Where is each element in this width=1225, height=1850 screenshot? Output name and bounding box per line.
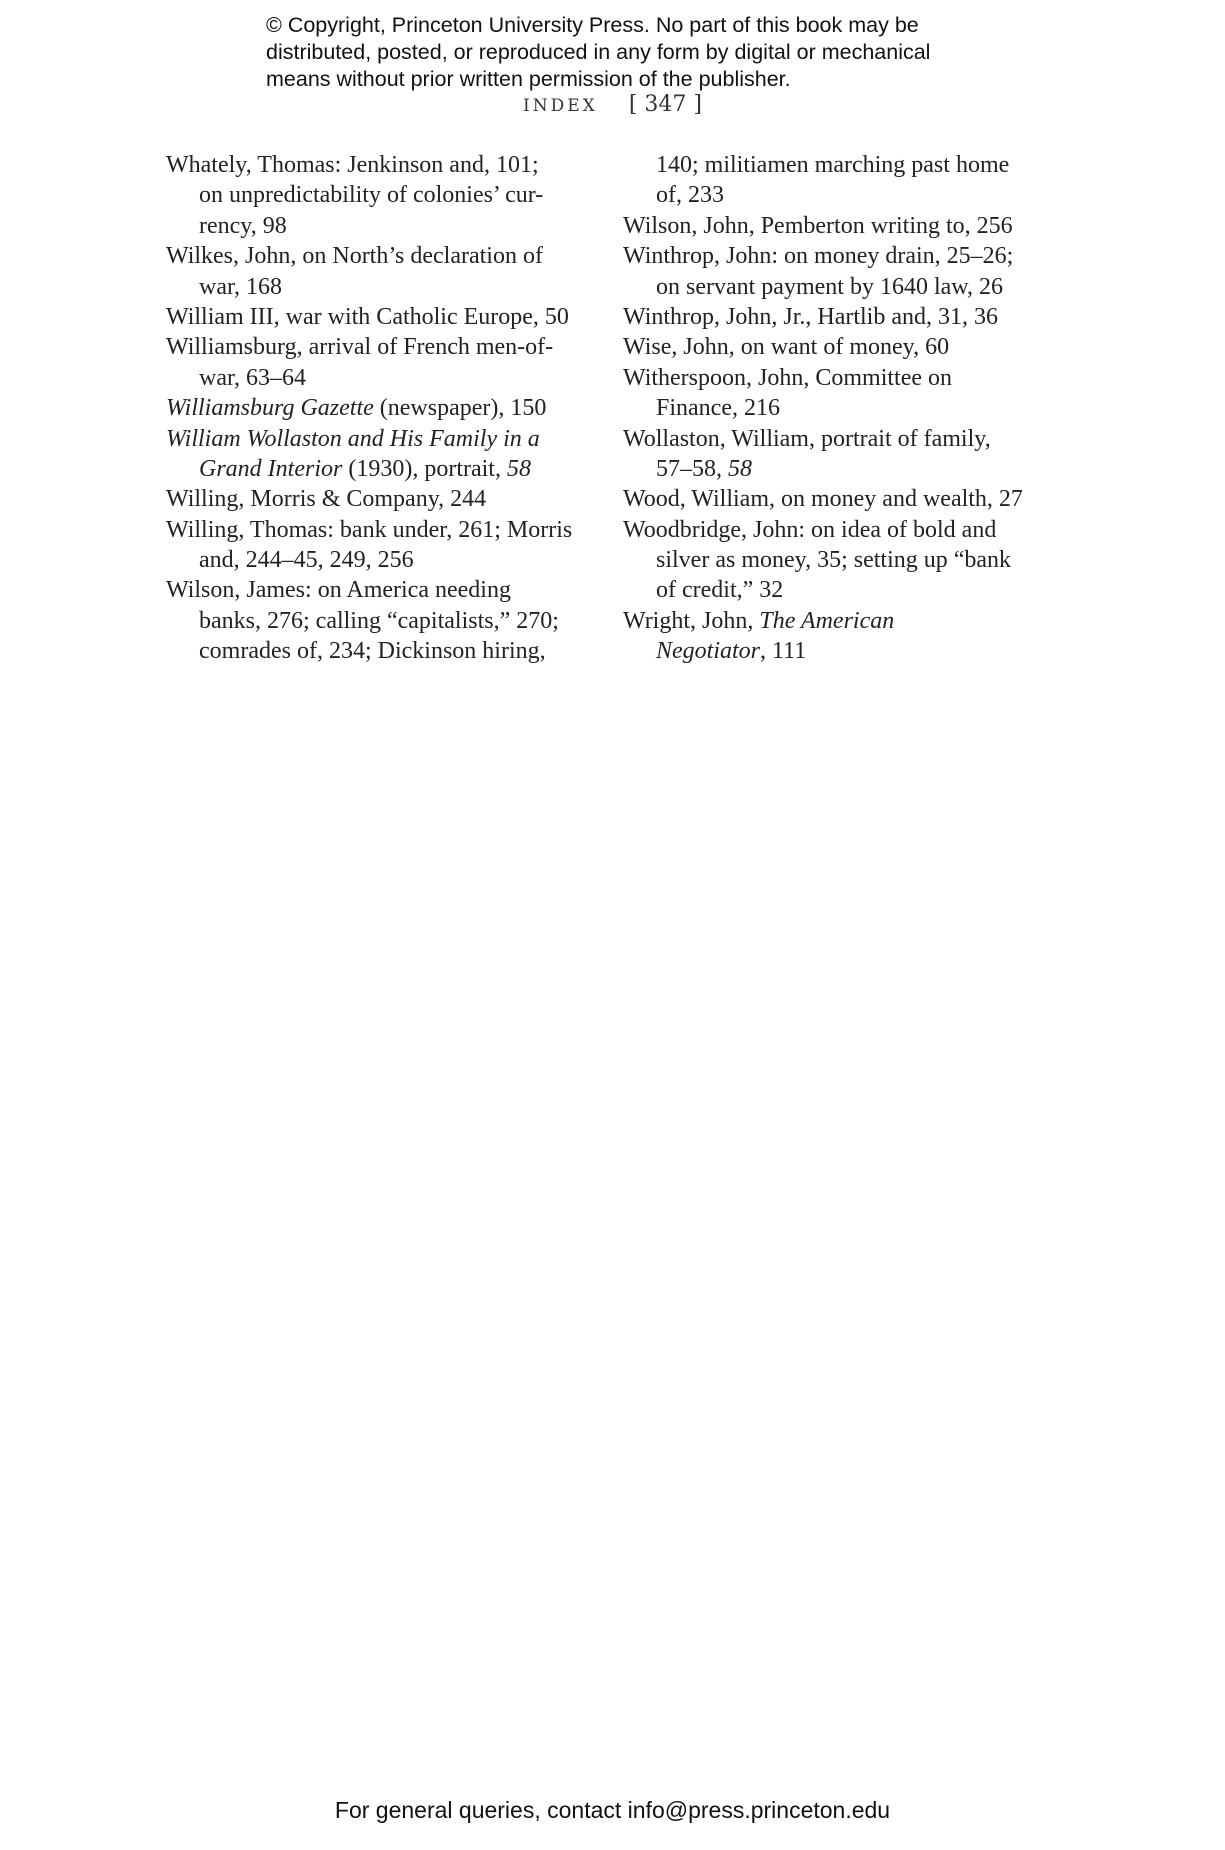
entry-line: of credit,” 32 xyxy=(656,577,784,604)
footer-contact: For general queries, contact info@press.princeton.edu xyxy=(334,1797,891,1823)
entry-line: rency, 98 xyxy=(199,212,287,239)
copyright-line: distributed, posted, or reproduced in any form by digital or mechanical xyxy=(266,40,931,64)
index-entry xyxy=(623,332,1063,362)
entry-line: war, 168 xyxy=(199,273,283,300)
index-entry xyxy=(623,484,1063,514)
entry-line xyxy=(623,606,1063,636)
entry-line: Wilson, James: on America needing xyxy=(166,577,511,604)
entry-text: Wright, John, xyxy=(623,607,760,634)
entry-text: 57–58, xyxy=(656,455,728,482)
entry-line: William III, war with Catholic Europe, 50 xyxy=(166,303,569,330)
index-entry xyxy=(623,606,1063,667)
entry-line: comrades of, 234; Dickinson hiring, xyxy=(199,638,546,665)
entry-line: 140; militiamen marching past home xyxy=(656,152,1010,178)
index-column-left xyxy=(166,150,596,667)
entry-title-italic: William Wollaston and His Family in a xyxy=(166,425,540,452)
page-number: [ 347 ] xyxy=(628,92,702,117)
copyright-notice xyxy=(266,12,986,93)
entry-line xyxy=(623,454,1063,484)
entry-page-italic: 58 xyxy=(506,455,531,482)
entry-line: Whately, Thomas: Jenkinson and, 101; xyxy=(166,152,539,178)
index-entry-continued xyxy=(623,150,1063,211)
index-entry xyxy=(166,150,596,241)
entry-text: (1930), portrait, xyxy=(342,455,507,482)
index-entry xyxy=(166,302,596,332)
entry-page-italic: 58 xyxy=(728,455,752,482)
entry-line: Winthrop, John, Jr., Hartlib and, 31, 36 xyxy=(623,303,998,330)
entry-line xyxy=(166,424,596,454)
index-entry xyxy=(623,211,1063,241)
index-entry xyxy=(166,424,596,485)
entry-text: , 111 xyxy=(760,638,807,665)
entry-line: Witherspoon, John, Committee on xyxy=(623,364,953,391)
entry-line: Woodbridge, John: on idea of bold and xyxy=(623,516,997,543)
entry-line xyxy=(166,393,596,423)
entry-line: Williamsburg, arrival of French men-of- xyxy=(166,334,554,361)
index-entry xyxy=(166,332,596,393)
index-entry xyxy=(623,515,1063,606)
entry-line: Wood, William, on money and wealth, 27 xyxy=(623,486,1023,513)
entry-title-italic: The American xyxy=(759,607,895,634)
running-head xyxy=(0,92,1225,117)
entry-line: on servant payment by 1640 law, 26 xyxy=(656,273,1004,300)
entry-line: on unpredictability of colonies’ cur- xyxy=(199,182,544,209)
index-entry xyxy=(166,575,596,666)
entry-line: and, 244–45, 249, 256 xyxy=(199,547,414,574)
entry-line: Wise, John, on want of money, 60 xyxy=(623,334,950,361)
index-entry xyxy=(166,515,596,576)
section-title: INDEX xyxy=(523,96,598,116)
entry-line xyxy=(166,454,596,484)
entry-title-italic: Williamsburg Gazette xyxy=(166,395,374,422)
entry-line: war, 63–64 xyxy=(199,364,307,391)
index-entry xyxy=(166,393,596,423)
entry-line: Wilkes, John, on North’s declaration of xyxy=(166,243,543,270)
entry-line: Wollaston, William, portrait of family, xyxy=(623,425,991,452)
index-entry xyxy=(623,241,1063,302)
index-entry xyxy=(623,302,1063,332)
copyright-line: © Copyright, Princeton University Press. No part of this book may be xyxy=(266,13,919,37)
entry-line: silver as money, 35; setting up “bank xyxy=(656,547,1012,574)
copyright-line: means without prior written permission of the publisher. xyxy=(266,67,791,91)
entry-line: banks, 276; calling “capitalists,” 270; xyxy=(199,607,559,634)
entry-text: (newspaper), 150 xyxy=(373,395,547,422)
entry-line: Wilson, John, Pemberton writing to, 256 xyxy=(623,212,1013,239)
index-entry xyxy=(166,484,596,514)
entry-line: of, 233 xyxy=(656,182,724,209)
entry-title-italic: Grand Interior xyxy=(199,455,343,482)
index-entry xyxy=(623,424,1063,485)
entry-title-italic: Negotiator xyxy=(656,638,761,665)
index-entry xyxy=(166,241,596,302)
entry-line: Finance, 216 xyxy=(656,395,780,422)
entry-line: Willing, Thomas: bank under, 261; Morris xyxy=(166,516,573,543)
entry-line xyxy=(623,636,1063,666)
entry-line: Winthrop, John: on money drain, 25–26; xyxy=(623,243,1014,270)
entry-line: Willing, Morris & Company, 244 xyxy=(166,486,487,513)
index-column-right xyxy=(623,150,1063,667)
index-entry xyxy=(623,363,1063,424)
